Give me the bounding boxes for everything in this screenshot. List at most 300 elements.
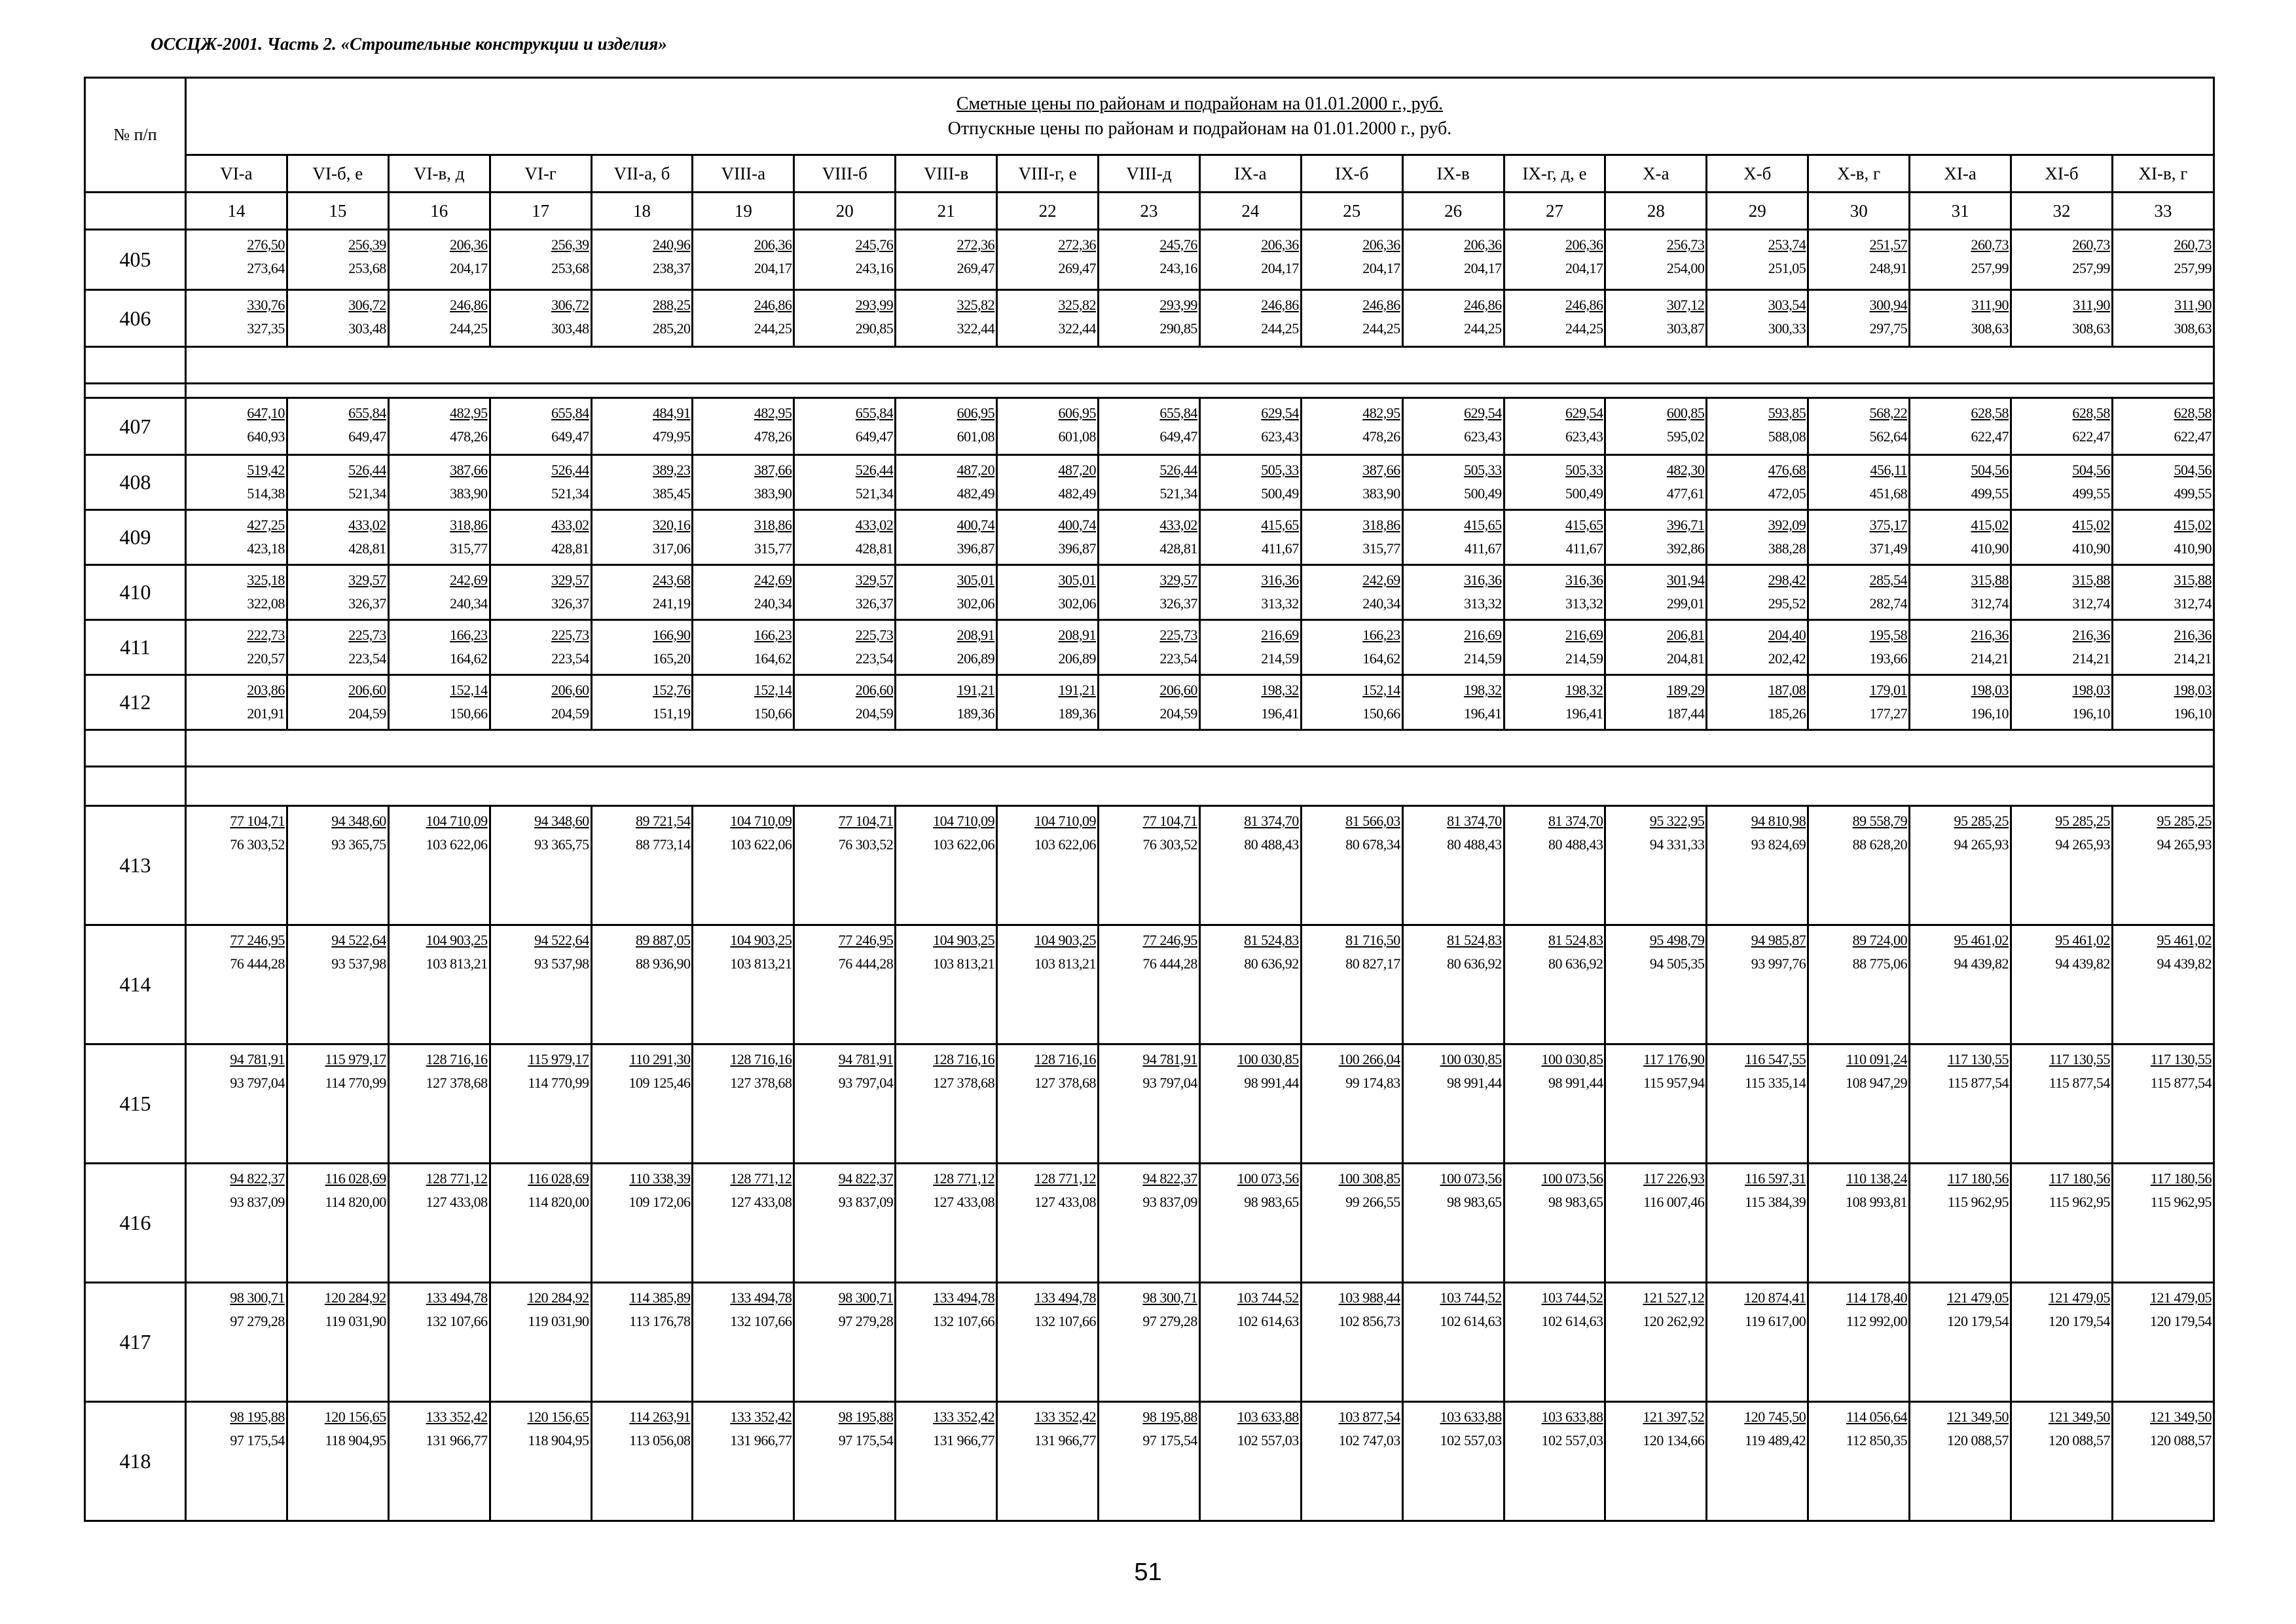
smetnaya-price: 433,02 [855, 517, 894, 533]
column-number: 28 [1605, 193, 1707, 230]
otpusknaya-price: 120 262,92 [1643, 1313, 1705, 1329]
blank-cell [85, 730, 186, 767]
otpusknaya-price: 240,34 [450, 595, 488, 612]
otpusknaya-price: 97 175,54 [1142, 1432, 1197, 1449]
smetnaya-price: 166,90 [652, 627, 691, 643]
price-cell [1099, 398, 1200, 455]
otpusknaya-price: 299,01 [1666, 595, 1705, 612]
otpusknaya-price: 411,67 [1262, 540, 1299, 557]
price-cell [1099, 925, 1200, 1044]
price-cell [1199, 1044, 1301, 1164]
smetnaya-price: 243,68 [652, 572, 691, 588]
otpusknaya-price: 103 622,06 [730, 836, 792, 853]
smetnaya-price: 89 558,79 [1852, 813, 1908, 829]
price-cell [1199, 675, 1301, 730]
otpusknaya-price: 500,49 [1464, 485, 1502, 502]
price-cell [896, 1402, 997, 1521]
otpusknaya-price: 80 488,43 [1548, 836, 1603, 853]
otpusknaya-price: 254,00 [1666, 260, 1705, 276]
smetnaya-price: 396,71 [1666, 517, 1705, 533]
otpusknaya-price: 196,10 [1971, 705, 2009, 722]
price-cell [1605, 1044, 1707, 1164]
smetnaya-price: 77 104,71 [230, 813, 285, 829]
price-cell [896, 510, 997, 565]
price-cell [1707, 398, 1808, 455]
price-cell [591, 1044, 693, 1164]
price-cell [287, 675, 388, 730]
price-cell [1910, 1402, 2011, 1521]
smetnaya-price: 94 348,60 [534, 813, 589, 829]
price-cell [896, 1164, 997, 1283]
price-cell [1605, 565, 1707, 620]
column-header: IX-а [1199, 155, 1301, 193]
otpusknaya-price: 253,68 [551, 260, 589, 276]
otpusknaya-price: 383,90 [450, 485, 488, 502]
price-cell [896, 290, 997, 347]
otpusknaya-price: 269,47 [1058, 260, 1097, 276]
smetnaya-price: 628,58 [1971, 405, 2009, 421]
price-cell [388, 510, 490, 565]
smetnaya-price: 260,73 [2174, 236, 2212, 253]
otpusknaya-price: 102 856,73 [1338, 1313, 1400, 1329]
smetnaya-price: 216,69 [1565, 627, 1603, 643]
smetnaya-price: 166,23 [450, 627, 488, 643]
price-cell [1808, 1283, 1910, 1402]
smetnaya-price: 77 104,71 [838, 813, 894, 829]
price-cell [1099, 675, 1200, 730]
otpusknaya-price: 93 537,98 [331, 955, 386, 972]
otpusknaya-price: 132 107,66 [426, 1313, 488, 1329]
smetnaya-price: 95 461,02 [2157, 932, 2212, 948]
otpusknaya-price: 76 444,28 [838, 955, 894, 972]
smetnaya-price: 206,36 [1261, 236, 1299, 253]
price-cell [388, 398, 490, 455]
row-number: 409 [85, 510, 186, 565]
price-cell [388, 925, 490, 1044]
price-cell [896, 398, 997, 455]
smetnaya-price: 318,86 [1362, 517, 1400, 533]
smetnaya-price: 245,76 [855, 236, 894, 253]
smetnaya-price: 246,86 [1261, 297, 1299, 313]
price-cell [186, 1283, 287, 1402]
smetnaya-price: 110 091,24 [1846, 1051, 1908, 1067]
smetnaya-price: 251,57 [1869, 236, 1908, 253]
row-number: 408 [85, 455, 186, 510]
price-cell [1808, 565, 1910, 620]
smetnaya-price: 120 874,41 [1744, 1289, 1806, 1306]
otpusknaya-price: 115 962,95 [1947, 1194, 2009, 1210]
smetnaya-price: 285,54 [1869, 572, 1908, 588]
price-cell [1199, 620, 1301, 675]
smetnaya-price: 98 195,88 [838, 1409, 894, 1425]
otpusknaya-price: 187,44 [1666, 705, 1705, 722]
smetnaya-price: 628,58 [2174, 405, 2212, 421]
otpusknaya-price: 103 622,06 [1034, 836, 1097, 853]
table-row [85, 1402, 2214, 1521]
price-cell [490, 1402, 591, 1521]
price-cell [490, 1044, 591, 1164]
otpusknaya-price: 189,36 [1058, 705, 1097, 722]
smetnaya-price: 100 030,85 [1541, 1051, 1603, 1067]
otpusknaya-price: 269,47 [957, 260, 995, 276]
otpusknaya-price: 428,81 [855, 540, 894, 557]
price-cell [2112, 1402, 2214, 1521]
smetnaya-price: 225,73 [348, 627, 386, 643]
table-row [85, 455, 2214, 510]
price-cell [1099, 230, 1200, 290]
price-cell [1402, 1283, 1504, 1402]
smetnaya-price: 95 461,02 [2055, 932, 2110, 948]
otpusknaya-price: 204,17 [754, 260, 792, 276]
otpusknaya-price: 273,64 [247, 260, 285, 276]
price-cell [388, 620, 490, 675]
smetnaya-price: 225,73 [1159, 627, 1197, 643]
smetnaya-price: 318,86 [450, 517, 488, 533]
smetnaya-price: 100 073,56 [1237, 1170, 1299, 1187]
smetnaya-price: 128 716,16 [933, 1051, 995, 1067]
price-cell [2011, 510, 2113, 565]
smetnaya-price: 98 300,71 [230, 1289, 285, 1306]
price-cell [794, 455, 896, 510]
smetnaya-price: 117 130,55 [2049, 1051, 2110, 1067]
price-cell [1504, 230, 1605, 290]
price-cell [693, 1283, 794, 1402]
blank-cell [85, 767, 186, 806]
price-cell [388, 1283, 490, 1402]
smetnaya-price: 519,42 [247, 462, 285, 478]
otpusknaya-price: 204,17 [1261, 260, 1299, 276]
otpusknaya-price: 103 813,21 [426, 955, 488, 972]
smetnaya-price: 655,84 [551, 405, 589, 421]
otpusknaya-price: 423,18 [247, 540, 285, 557]
otpusknaya-price: 204,17 [1464, 260, 1502, 276]
smetnaya-price: 256,73 [1666, 236, 1705, 253]
smetnaya-price: 246,86 [1362, 297, 1400, 313]
price-cell [2011, 230, 2113, 290]
price-cell [794, 510, 896, 565]
otpusknaya-price: 98 983,65 [1244, 1194, 1299, 1210]
otpusknaya-price: 640,93 [247, 428, 285, 445]
smetnaya-price: 487,20 [1058, 462, 1097, 478]
column-number: 17 [490, 193, 591, 230]
smetnaya-price: 225,73 [855, 627, 894, 643]
smetnaya-price: 246,86 [754, 297, 792, 313]
otpusknaya-price: 196,41 [1261, 705, 1299, 722]
price-cell [693, 455, 794, 510]
price-cell [1707, 510, 1808, 565]
price-cell [2112, 565, 2214, 620]
price-cell [1808, 1044, 1910, 1164]
otpusknaya-price: 623,43 [1464, 428, 1502, 445]
price-cell [287, 1402, 388, 1521]
price-cell [1808, 398, 1910, 455]
price-cell [2011, 1044, 2113, 1164]
otpusknaya-price: 204,17 [450, 260, 488, 276]
column-header: VII-а, б [591, 155, 693, 193]
smetnaya-price: 133 494,78 [933, 1289, 995, 1306]
price-cell [490, 565, 591, 620]
smetnaya-price: 315,88 [2072, 572, 2110, 588]
otpusknaya-price: 649,47 [1159, 428, 1197, 445]
smetnaya-price: 242,69 [754, 572, 792, 588]
smetnaya-price: 316,36 [1565, 572, 1603, 588]
otpusknaya-price: 114 820,00 [325, 1194, 386, 1210]
price-cell [186, 510, 287, 565]
smetnaya-price: 216,36 [2072, 627, 2110, 643]
otpusknaya-price: 521,34 [855, 485, 894, 502]
smetnaya-price: 77 246,95 [230, 932, 285, 948]
otpusknaya-price: 204,59 [348, 705, 386, 722]
otpusknaya-price: 116 007,46 [1643, 1194, 1705, 1210]
otpusknaya-price: 478,26 [754, 428, 792, 445]
price-cell [1808, 230, 1910, 290]
otpusknaya-price: 102 557,03 [1440, 1432, 1502, 1449]
otpusknaya-price: 114 820,00 [528, 1194, 589, 1210]
otpusknaya-price: 132 107,66 [933, 1313, 995, 1329]
otpusknaya-price: 127 378,68 [426, 1075, 488, 1091]
smetnaya-price: 246,86 [1565, 297, 1603, 313]
price-cell [1199, 565, 1301, 620]
smetnaya-price: 433,02 [1159, 517, 1197, 533]
price-cell [287, 455, 388, 510]
smetnaya-price: 152,14 [450, 682, 488, 698]
price-cell [1910, 806, 2011, 925]
price-cell [2112, 620, 2214, 675]
otpusknaya-price: 118 904,95 [325, 1432, 386, 1449]
otpusknaya-price: 392,86 [1666, 540, 1705, 557]
column-header: VI-б, е [287, 155, 388, 193]
price-cell [997, 1402, 1099, 1521]
otpusknaya-price: 499,55 [2072, 485, 2110, 502]
price-cell [1199, 1283, 1301, 1402]
smetnaya-price: 98 195,88 [1142, 1409, 1197, 1425]
price-cell [693, 1044, 794, 1164]
smetnaya-price: 120 284,92 [324, 1289, 386, 1306]
row-number: 415 [85, 1044, 186, 1164]
otpusknaya-price: 388,28 [1768, 540, 1806, 557]
otpusknaya-price: 521,34 [551, 485, 589, 502]
smetnaya-price: 77 246,95 [1142, 932, 1197, 948]
otpusknaya-price: 120 088,57 [2149, 1432, 2212, 1449]
otpusknaya-price: 93 797,04 [838, 1075, 894, 1091]
otpusknaya-price: 521,34 [1159, 485, 1197, 502]
table-row [85, 565, 2214, 620]
otpusknaya-price: 115 335,14 [1745, 1075, 1806, 1091]
price-cell [2112, 1164, 2214, 1283]
price-cell [1504, 1402, 1605, 1521]
otpusknaya-price: 115 877,54 [1947, 1075, 2009, 1091]
price-cell [794, 230, 896, 290]
price-cell [693, 565, 794, 620]
otpusknaya-price: 93 837,09 [230, 1194, 285, 1210]
otpusknaya-price: 131 966,77 [933, 1432, 995, 1449]
otpusknaya-price: 322,08 [247, 595, 285, 612]
price-cell [1402, 230, 1504, 290]
smetnaya-price: 95 461,02 [1954, 932, 2009, 948]
column-header: VIII-в [896, 155, 997, 193]
column-header: XI-а [1910, 155, 2011, 193]
price-cell [1808, 675, 1910, 730]
otpusknaya-price: 303,48 [348, 320, 386, 337]
price-cell [2112, 290, 2214, 347]
otpusknaya-price: 248,91 [1869, 260, 1908, 276]
price-cell [1808, 1164, 1910, 1283]
smetnaya-price: 629,54 [1261, 405, 1299, 421]
smetnaya-price: 606,95 [1058, 405, 1097, 421]
otpusknaya-price: 131 966,77 [1034, 1432, 1097, 1449]
smetnaya-price: 94 522,64 [534, 932, 589, 948]
table-row [85, 398, 2214, 455]
price-cell [2011, 1402, 2113, 1521]
smetnaya-price: 89 724,00 [1852, 932, 1908, 948]
otpusknaya-price: 150,66 [754, 705, 792, 722]
smetnaya-price: 121 349,50 [1947, 1409, 2009, 1425]
smetnaya-price: 98 300,71 [1142, 1289, 1197, 1306]
price-cell [591, 620, 693, 675]
otpusknaya-price: 451,68 [1869, 485, 1908, 502]
otpusknaya-price: 623,43 [1565, 428, 1603, 445]
price-cell [794, 806, 896, 925]
otpusknaya-price: 303,48 [551, 320, 589, 337]
price-cell [1402, 455, 1504, 510]
otpusknaya-price: 385,45 [652, 485, 691, 502]
otpusknaya-price: 383,90 [754, 485, 792, 502]
otpusknaya-price: 326,37 [348, 595, 386, 612]
blank-row [85, 767, 2214, 806]
price-cell [997, 290, 1099, 347]
otpusknaya-price: 290,85 [855, 320, 894, 337]
column-number: 20 [794, 193, 896, 230]
smetnaya-price: 116 597,31 [1745, 1170, 1806, 1187]
price-cell [693, 1164, 794, 1283]
price-cell [1199, 455, 1301, 510]
otpusknaya-price: 514,38 [247, 485, 285, 502]
otpusknaya-price: 428,81 [1159, 540, 1197, 557]
otpusknaya-price: 80 636,92 [1447, 955, 1502, 972]
smetnaya-price: 315,88 [1971, 572, 2009, 588]
row-number: 405 [85, 230, 186, 290]
otpusknaya-price: 151,19 [652, 705, 691, 722]
table-row [85, 806, 2214, 925]
price-cell [693, 620, 794, 675]
price-cell [896, 1283, 997, 1402]
otpusknaya-price: 244,25 [1261, 320, 1299, 337]
price-cell [287, 620, 388, 675]
smetnaya-price: 387,66 [450, 462, 488, 478]
price-cell [1504, 925, 1605, 1044]
price-cell [1910, 230, 2011, 290]
row-number: 411 [85, 620, 186, 675]
smetnaya-price: 305,01 [1058, 572, 1097, 588]
smetnaya-price: 316,36 [1464, 572, 1502, 588]
otpusknaya-price: 300,33 [1768, 320, 1806, 337]
smetnaya-price: 104 710,09 [1034, 813, 1097, 829]
otpusknaya-price: 97 279,28 [230, 1313, 285, 1329]
table-row [85, 230, 2214, 290]
otpusknaya-price: 383,90 [1362, 485, 1400, 502]
price-cell [1199, 230, 1301, 290]
blank-cell [85, 347, 186, 384]
otpusknaya-price: 326,37 [1159, 595, 1197, 612]
smetnaya-price: 128 716,16 [730, 1051, 792, 1067]
table-row [85, 1283, 2214, 1402]
otpusknaya-price: 410,90 [2174, 540, 2212, 557]
otpusknaya-price: 80 636,92 [1244, 955, 1299, 972]
smetnaya-price: 100 030,85 [1440, 1051, 1502, 1067]
smetnaya-price: 121 527,12 [1643, 1289, 1705, 1306]
price-cell [1199, 1164, 1301, 1283]
price-cell [1504, 675, 1605, 730]
price-cell [2112, 398, 2214, 455]
smetnaya-price: 300,94 [1869, 297, 1908, 313]
price-cell [490, 290, 591, 347]
price-cell [490, 806, 591, 925]
smetnaya-price: 121 479,05 [1947, 1289, 2009, 1306]
otpusknaya-price: 115 962,95 [2049, 1194, 2110, 1210]
otpusknaya-price: 114 770,99 [528, 1075, 589, 1091]
otpusknaya-price: 223,54 [855, 650, 894, 667]
price-cell [896, 230, 997, 290]
otpusknaya-price: 313,32 [1464, 595, 1502, 612]
table-row [85, 1044, 2214, 1164]
smetnaya-price: 387,66 [754, 462, 792, 478]
smetnaya-price: 400,74 [1058, 517, 1097, 533]
smetnaya-price: 208,91 [1058, 627, 1097, 643]
column-number: 18 [591, 193, 693, 230]
price-cell [1504, 565, 1605, 620]
smetnaya-price: 204,40 [1768, 627, 1806, 643]
smetnaya-price: 103 633,88 [1440, 1409, 1502, 1425]
table-row [85, 925, 2214, 1044]
price-cell [997, 1283, 1099, 1402]
otpusknaya-price: 103 622,06 [426, 836, 488, 853]
otpusknaya-price: 622,47 [2174, 428, 2212, 445]
price-cell [693, 675, 794, 730]
otpusknaya-price: 244,25 [1362, 320, 1400, 337]
smetnaya-price: 120 156,65 [527, 1409, 589, 1425]
smetnaya-price: 242,69 [450, 572, 488, 588]
otpusknaya-price: 102 614,63 [1440, 1313, 1502, 1329]
otpusknaya-price: 396,87 [957, 540, 995, 557]
otpusknaya-price: 649,47 [348, 428, 386, 445]
price-cell [1910, 620, 2011, 675]
price-cell [1301, 1044, 1402, 1164]
otpusknaya-price: 94 439,82 [1954, 955, 2009, 972]
otpusknaya-price: 214,59 [1261, 650, 1299, 667]
price-cell [693, 925, 794, 1044]
price-cell [186, 455, 287, 510]
price-cell [490, 230, 591, 290]
otpusknaya-price: 204,59 [855, 705, 894, 722]
price-cell [2011, 398, 2113, 455]
price-cell [490, 398, 591, 455]
price-cell [1910, 675, 2011, 730]
price-cell [388, 1044, 490, 1164]
otpusknaya-price: 649,47 [855, 428, 894, 445]
price-cell [794, 398, 896, 455]
otpusknaya-price: 302,06 [1058, 595, 1097, 612]
otpusknaya-price: 93 797,04 [230, 1075, 285, 1091]
price-cell [896, 620, 997, 675]
smetnaya-price: 133 494,78 [1034, 1289, 1097, 1306]
otpusknaya-price: 99 174,83 [1345, 1075, 1400, 1091]
otpusknaya-price: 411,67 [1464, 540, 1502, 557]
price-cell [490, 1283, 591, 1402]
price-cell [287, 230, 388, 290]
smetnaya-price: 166,23 [754, 627, 792, 643]
otpusknaya-price: 102 747,03 [1338, 1432, 1400, 1449]
smetnaya-price: 152,14 [1362, 682, 1400, 698]
